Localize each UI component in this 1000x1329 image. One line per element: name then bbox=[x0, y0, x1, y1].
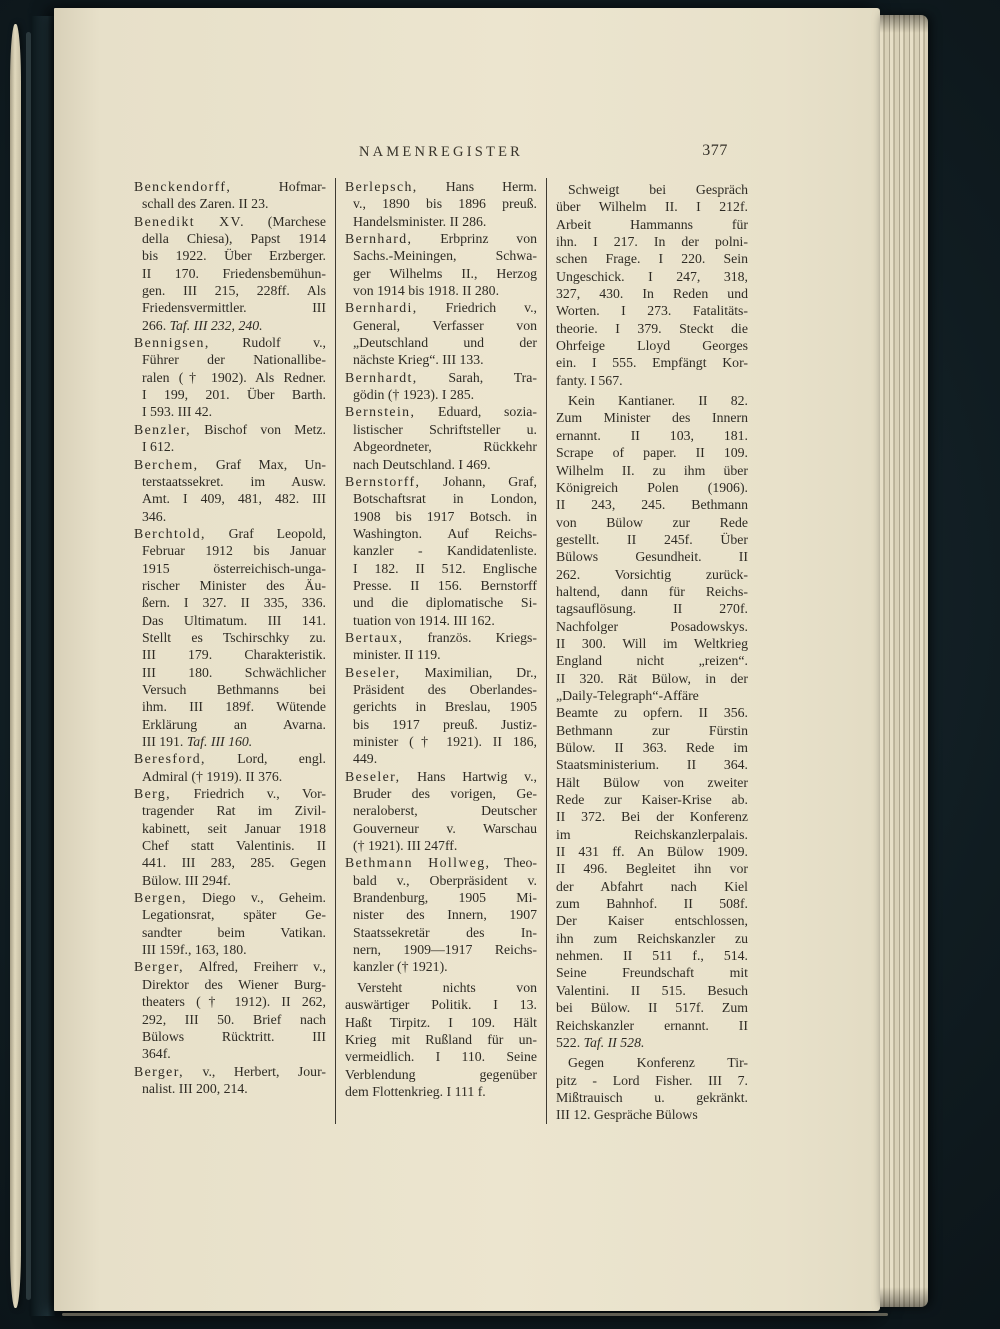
index-line: Bülows Rücktritt. III bbox=[142, 1028, 326, 1044]
index-entry bbox=[134, 785, 326, 889]
index-line: Bernstein, Eduard, sozia- bbox=[345, 404, 537, 420]
index-line: Staatssekretär des In- bbox=[353, 924, 537, 940]
entry-name: Bernstein, bbox=[345, 404, 416, 420]
page-number: 377 bbox=[702, 142, 728, 159]
index-line: 449. bbox=[353, 751, 378, 767]
index-line: Präsident des Oberlandes- bbox=[353, 681, 537, 697]
index-entry bbox=[134, 421, 326, 456]
index-line: Presse. II 156. Bernstorff bbox=[353, 577, 537, 593]
entry-name: Berchtold, bbox=[134, 525, 206, 541]
index-line: rischer Minister des Äu- bbox=[142, 577, 326, 593]
index-line: Erklärung an Avarna. bbox=[142, 716, 326, 732]
index-line: auswärtiger Politik. I 13. bbox=[345, 997, 537, 1013]
index-line: minister († 1921). II 186, bbox=[353, 734, 537, 749]
index-line: Bülow. III 294f. bbox=[142, 872, 231, 888]
index-line: Führer der Nationallibe- bbox=[142, 352, 326, 368]
index-line: Berger, Alfred, Freiherr v., bbox=[134, 959, 326, 975]
index-line: II 243, 245. Bethmann bbox=[556, 497, 748, 513]
index-line: bis 1922. Über Erzberger. bbox=[142, 248, 326, 264]
index-entry bbox=[556, 392, 748, 1051]
index-line: bis 1917 preuß. Justiz- bbox=[353, 716, 537, 732]
index-entry bbox=[134, 213, 326, 334]
index-line: Bruder des vorigen, Ge- bbox=[353, 786, 537, 802]
index-line: zum Bahnhof. II 508f. bbox=[556, 896, 748, 912]
entry-name: Berchem, bbox=[134, 456, 199, 472]
index-line: Bülows Gesundheit. II bbox=[556, 549, 748, 565]
entry-name: Berger, bbox=[134, 1063, 184, 1079]
entry-name: Bennigsen, bbox=[134, 335, 210, 351]
index-line: Schweigt bei Gespräch bbox=[568, 182, 748, 197]
entry-name: Benckendorff, bbox=[134, 179, 232, 194]
index-line: fanty. I 567. bbox=[556, 372, 623, 388]
index-line: Amt. I 409, 481, 482. III bbox=[142, 491, 326, 507]
index-line: pitz - Lord Fisher. III 7. bbox=[556, 1072, 748, 1088]
index-line: 364f. bbox=[142, 1046, 171, 1062]
index-line: III 12. Gespräche Bülows bbox=[556, 1107, 698, 1123]
entry-name: Bergen, bbox=[134, 890, 187, 906]
index-line: tagsauflösung. II 270f. bbox=[556, 601, 748, 617]
index-line: im Reichskanzlerpalais. bbox=[556, 826, 748, 842]
index-line: Versteht nichts von bbox=[357, 979, 537, 995]
index-line: nächste Krieg“. III 133. bbox=[353, 352, 484, 368]
index-line: kanzler - Kandidatenliste. bbox=[353, 543, 537, 559]
index-line: Verblendung gegenüber bbox=[345, 1066, 537, 1082]
index-line: Ohrfeige Lloyd Georges bbox=[556, 338, 748, 354]
index-line: Berchtold, Graf Leopold, bbox=[134, 525, 326, 541]
index-entry bbox=[556, 181, 748, 389]
index-line: ernannt. II 103, 181. bbox=[556, 427, 748, 443]
index-line: Scrape of paper. II 109. bbox=[556, 445, 748, 461]
index-line: kanzler († 1921). bbox=[353, 959, 448, 975]
index-entry bbox=[134, 334, 326, 421]
index-line: III 180. Schwächlicher bbox=[142, 664, 326, 680]
index-line: schall des Zaren. II 23. bbox=[142, 196, 269, 212]
index-line: nern, 1909—1917 Reichs- bbox=[353, 942, 537, 958]
index-line: Sachs.-Meiningen, Schwa- bbox=[353, 248, 537, 264]
index-line: und die diplomatische Si- bbox=[353, 595, 537, 611]
index-line: Benzler, Bischof von Metz. bbox=[134, 421, 327, 437]
index-line: Mißtrauisch u. gekränkt. bbox=[556, 1089, 748, 1105]
index-line: 327, 430. In Reden und bbox=[556, 286, 748, 302]
index-line: ein. I 555. Empfängt Kor- bbox=[556, 355, 748, 371]
index-line: Bernhardi, Friedrich v., bbox=[345, 300, 537, 316]
index-entry bbox=[345, 854, 537, 975]
index-line: Friedensvermittler. III bbox=[142, 300, 326, 316]
index-line: Arbeit Hammanns für bbox=[556, 216, 748, 232]
index-line: Bennigsen, Rudolf v., bbox=[134, 335, 326, 351]
entry-name: Beseler, bbox=[345, 664, 401, 680]
index-line: Berg, Friedrich v., Vor- bbox=[134, 786, 327, 802]
index-line: Kein Kantianer. II 82. bbox=[568, 393, 748, 409]
index-line: dem Flottenkrieg. I 111 f. bbox=[345, 1083, 486, 1099]
index-entry bbox=[345, 299, 537, 368]
index-line: 522. Taf. II 528. bbox=[556, 1034, 645, 1050]
index-line: II 431 ff. An Bülow 1909. bbox=[556, 844, 748, 860]
column-divider bbox=[335, 178, 336, 1124]
index-line: nehmen. II 511 f., 514. bbox=[556, 948, 748, 964]
index-line: Zum Minister des Innern bbox=[556, 410, 748, 426]
entry-name: Bernhard, bbox=[345, 231, 413, 247]
index-line: Bülow. II 363. Rede im bbox=[556, 740, 748, 755]
index-entry bbox=[345, 403, 537, 472]
index-line: Seine Freundschaft mit bbox=[556, 965, 748, 981]
index-line: ger Wilhelms II., Herzog bbox=[353, 265, 537, 281]
index-entry bbox=[134, 750, 326, 785]
index-line: neraloberst, Deutscher bbox=[353, 803, 537, 819]
index-line: Bertaux, französ. Kriegs- bbox=[345, 629, 537, 645]
index-line: Stellt es Tschirschky zu. bbox=[142, 629, 326, 645]
entry-name: Bernhardi, bbox=[345, 300, 418, 316]
index-line: II 320. Rät Bülow, in der bbox=[556, 670, 748, 686]
index-line: Bernhardt, Sarah, Tra- bbox=[345, 369, 537, 385]
index-line: III 179. Charakteristik. bbox=[142, 647, 326, 663]
index-line: Reichskanzler ernannt. II bbox=[556, 1017, 748, 1033]
index-line: Bernhard, Erbprinz von bbox=[345, 231, 537, 247]
index-line: Bernstorff, Johann, Graf, bbox=[345, 473, 537, 489]
index-line: Bethmann zur Fürstin bbox=[556, 722, 748, 738]
index-entry bbox=[556, 1054, 748, 1123]
index-line: minister. II 119. bbox=[353, 647, 441, 663]
index-line: Berger, v., Herbert, Jour- bbox=[134, 1063, 326, 1079]
index-line: von Bülow zur Rede bbox=[556, 514, 748, 530]
index-line: I 199, 201. Über Barth. bbox=[142, 387, 326, 403]
index-content bbox=[134, 178, 748, 1124]
index-line: Berlepsch, Hans Herm. bbox=[345, 179, 537, 194]
index-line: II 300. Will im Weltkrieg bbox=[556, 635, 748, 651]
index-line: ralen († 1902). Als Redner. bbox=[142, 369, 326, 385]
index-line: Bethmann Hollweg, Theo- bbox=[345, 855, 537, 871]
entry-name: Benedikt XV. bbox=[134, 213, 245, 229]
index-column-2 bbox=[345, 178, 537, 1124]
index-line: 346. bbox=[142, 508, 167, 524]
index-line: Benckendorff, Hofmar- bbox=[134, 179, 326, 194]
index-entry bbox=[345, 629, 537, 664]
index-line: Beseler, Hans Hartwig v., bbox=[345, 768, 537, 784]
index-line: Berchem, Graf Max, Un- bbox=[134, 456, 326, 472]
entry-name: Berg, bbox=[134, 786, 172, 802]
entry-name: Bertaux, bbox=[345, 629, 404, 645]
index-line: sandter beim Vatikan. bbox=[142, 924, 326, 940]
index-line: Rede zur Kaiser-Krise ab. bbox=[556, 792, 748, 808]
index-line: vermeidlich. I 110. Seine bbox=[345, 1049, 537, 1065]
index-line: Ungeschick. I 247, 318, bbox=[556, 268, 748, 284]
index-line: II 372. Bei der Konferenz bbox=[556, 809, 748, 825]
index-line: Der Kaiser entschlossen, bbox=[556, 913, 748, 929]
index-line: haltend, dann für Reichs- bbox=[556, 583, 748, 599]
index-line: ßern. I 327. II 335, 336. bbox=[142, 595, 326, 611]
entry-name: Bernhardt, bbox=[345, 369, 418, 385]
index-line: Abgeordneter, Rückkehr bbox=[353, 439, 537, 455]
index-entry bbox=[345, 369, 537, 404]
index-line: Valentini. II 515. Besuch bbox=[556, 982, 748, 998]
index-line: Hält Bülow von zweiter bbox=[556, 774, 748, 790]
index-line: bald v., Oberpräsident v. bbox=[353, 872, 537, 888]
index-line: ihn. I 217. In der polni- bbox=[556, 234, 748, 250]
entry-name: Bernstorff, bbox=[345, 473, 421, 489]
index-line: III 159f., 163, 180. bbox=[142, 942, 247, 958]
entry-name: Berger, bbox=[134, 959, 184, 975]
index-line: Beresford, Lord, engl. bbox=[134, 751, 327, 767]
index-line: über Wilhelm II. I 212f. bbox=[556, 199, 748, 215]
book-page bbox=[54, 8, 880, 1311]
index-line: Brandenburg, 1905 Mi- bbox=[353, 890, 537, 906]
entry-name: Bethmann Hollweg, bbox=[345, 855, 491, 871]
index-line: II 496. Begleitet ihn vor bbox=[556, 861, 748, 877]
index-line: theorie. I 379. Steckt die bbox=[556, 320, 748, 336]
index-line: Versuch Bethmanns bei bbox=[142, 681, 326, 697]
index-line: Legationsrat, später Ge- bbox=[142, 907, 326, 923]
index-column-3 bbox=[556, 178, 748, 1124]
index-line: I 612. bbox=[142, 439, 175, 455]
index-line: 441. III 283, 285. Gegen bbox=[142, 855, 326, 871]
entry-name: Beresford, bbox=[134, 751, 206, 767]
index-entry bbox=[134, 178, 326, 213]
index-line: von 1914 bis 1918. II 280. bbox=[353, 283, 500, 299]
index-line: Wilhelm II. zu ihm über bbox=[556, 462, 748, 478]
index-line: ihm. III 189f. Wütende bbox=[142, 699, 326, 715]
page-stack-edges bbox=[880, 15, 928, 1307]
index-line: gerichts in Breslau, 1905 bbox=[353, 699, 537, 715]
index-line: Washington. Auf Reichs- bbox=[353, 525, 537, 541]
entry-name: Benzler, bbox=[134, 421, 191, 437]
index-line: General, Verfasser von bbox=[353, 317, 537, 333]
index-line: Nachfolger Posadowskys. bbox=[556, 618, 748, 634]
index-line: Botschaftsrat in London, bbox=[353, 491, 537, 507]
index-line: terstaatssekret. im Ausw. bbox=[142, 473, 326, 489]
index-line: theaters († 1912). II 262, bbox=[142, 994, 326, 1010]
index-line: Chef statt Valentinis. II bbox=[142, 838, 326, 854]
index-line: tuation von 1914. III 162. bbox=[353, 612, 495, 628]
index-line: Benedikt XV. (Marchese bbox=[134, 213, 326, 229]
index-line: nister des Innern, 1907 bbox=[353, 907, 537, 923]
spine-shadow bbox=[26, 32, 31, 1300]
index-line: Beseler, Maximilian, Dr., bbox=[345, 664, 537, 680]
index-line: Königreich Polen (1906). bbox=[556, 479, 748, 495]
index-line: Gouverneur v. Warschau bbox=[353, 820, 537, 836]
index-entry bbox=[134, 1063, 326, 1098]
index-line: Februar 1912 bis Januar bbox=[142, 543, 326, 559]
spine-page-edge bbox=[10, 24, 21, 1308]
index-entry bbox=[345, 473, 537, 629]
index-line: I 182. II 512. Englische bbox=[353, 560, 537, 576]
index-line: nach Deutschland. I 469. bbox=[353, 456, 491, 472]
entry-name: Berlepsch, bbox=[345, 179, 418, 194]
index-line: England nicht „reizen“. bbox=[556, 653, 748, 669]
index-line: listischer Schriftsteller u. bbox=[353, 421, 537, 437]
bottom-page-edge bbox=[62, 1313, 888, 1316]
entry-name: Beseler, bbox=[345, 768, 401, 784]
index-line: († 1921). III 247ff. bbox=[353, 838, 458, 854]
index-line: „Deutschland und der bbox=[353, 335, 537, 351]
index-line: ihn zum Reichskanzler zu bbox=[556, 930, 748, 946]
index-entry bbox=[134, 958, 326, 1062]
running-head bbox=[134, 144, 748, 161]
index-line: kabinett, seit Januar 1918 bbox=[142, 820, 326, 836]
index-entry bbox=[345, 768, 537, 855]
index-line: Beamte zu opfern. II 356. bbox=[556, 705, 748, 721]
index-line: Haßt Tirpitz. I 109. Hält bbox=[345, 1014, 537, 1030]
index-entry bbox=[345, 979, 537, 1100]
index-line: nalist. III 200, 214. bbox=[142, 1080, 248, 1096]
index-line: Krieg mit Rußland für un- bbox=[345, 1031, 537, 1047]
index-line: tragender Rat im Zivil- bbox=[142, 803, 326, 819]
index-line: gen. III 215, 228ff. Als bbox=[142, 283, 326, 299]
index-line: Worten. I 273. Fatalitäts- bbox=[556, 303, 748, 319]
index-line: Gegen Konferenz Tir- bbox=[568, 1055, 748, 1071]
index-line: 1915 österreichisch-unga- bbox=[142, 560, 326, 576]
page-header-title: NAMENREGISTER bbox=[358, 144, 524, 160]
index-line: Direktor des Wiener Burg- bbox=[142, 976, 326, 992]
index-entry bbox=[134, 525, 326, 750]
index-line: gödin († 1923). I 285. bbox=[353, 387, 475, 403]
index-line: gestellt. II 245f. Über bbox=[556, 531, 748, 547]
column-divider bbox=[546, 178, 547, 1124]
index-line: der Abfahrt nach Kiel bbox=[556, 878, 748, 894]
index-line: 1908 bis 1917 Botsch. in bbox=[353, 508, 537, 524]
index-line: I 593. III 42. bbox=[142, 404, 213, 420]
index-line: bei Bülow. II 517f. Zum bbox=[556, 1000, 748, 1016]
book-spine bbox=[31, 16, 55, 1316]
index-line: Admiral († 1919). II 376. bbox=[142, 768, 283, 784]
index-entry bbox=[134, 456, 326, 525]
index-column-1 bbox=[134, 178, 326, 1124]
index-line: 292, III 50. Brief nach bbox=[142, 1011, 326, 1027]
index-line: schen Frage. I 220. Sein bbox=[556, 251, 748, 267]
index-line: Staatsministerium. II 364. bbox=[556, 757, 748, 773]
index-entry bbox=[345, 230, 537, 299]
index-entry bbox=[345, 664, 537, 768]
index-line: 262. Vorsichtig zurück- bbox=[556, 566, 748, 582]
index-line: v., 1890 bis 1896 preuß. bbox=[353, 196, 537, 212]
index-line: II 170. Friedensbemühun- bbox=[142, 265, 326, 281]
index-line: III 191. Taf. III 160. bbox=[142, 734, 253, 749]
index-entry bbox=[345, 178, 537, 230]
index-line: Handelsminister. II 286. bbox=[353, 213, 487, 229]
index-line: Bergen, Diego v., Geheim. bbox=[134, 890, 326, 906]
index-entry bbox=[134, 889, 326, 958]
index-line: Das Ultimatum. III 141. bbox=[142, 612, 326, 628]
index-line: della Chiesa), Papst 1914 bbox=[142, 231, 326, 247]
index-line: „Daily-Telegraph“-Affäre bbox=[556, 687, 699, 703]
index-line: 266. Taf. III 232, 240. bbox=[142, 317, 263, 333]
